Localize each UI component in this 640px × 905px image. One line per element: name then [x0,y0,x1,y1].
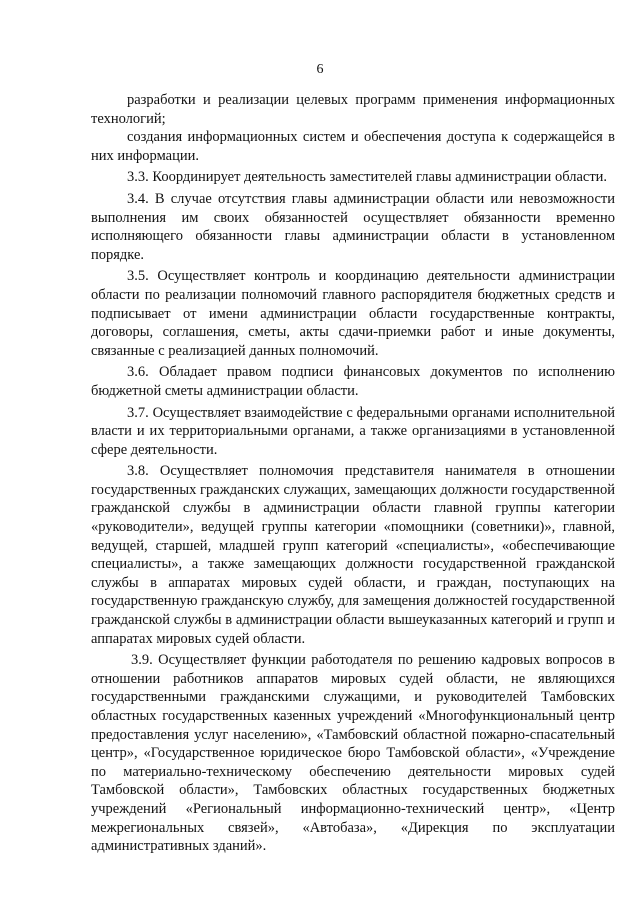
paragraph-3-6: 3.6. Обладает правом подписи финансовых документов по исполнению бюджетной сметы администрации области. [91,364,615,399]
page-number: 6 [316,62,324,77]
document-body [91,91,615,856]
paragraph-3-9: 3.9. Осуществляет функции работодателя по решению кадровых вопросов в отношении работников аппаратов мировых судей области, не являющихся государственными гражданскими служащими, и руководителей Тамбовских областных государственных казенных учреждений «Многофункциональный центр предоставления услуг населению», «Тамбовский областной пожарно-спасательный центр», «Государственное юридическое бюро Тамбовской области», «Учреждение по материально-техническому обеспечению деятельности мировых судей Тамбовской области», Тамбовских областных государственных бюджетных учреждений «Региональный информационно-технический центр», «Центр межрегиональных связей», «Автобаза», «Дирекция по эксплуатации административных зданий». [91,652,615,855]
paragraph-3-8: 3.8. Осуществляет полномочия представителя нанимателя в отношении государственных гражданских служащих, замещающих должности государственной гражданской службы в администрации области главной группы категории «руководители», ведущей группы категории «помощники (советники)», главной, ведущей, старшей, младшей групп категорий «специалисты», «обеспечивающие специалисты», а также замещающих должности государственной гражданской службы в аппаратах мировых судей области, и граждан, поступающих на государственную гражданскую службу, для замещения должностей государственной гражданской службы в администрации области вышеуказанных категорий и групп и аппаратах мировых судей области. [91,463,615,647]
paragraph-3-3: 3.3. Координирует деятельность заместителей главы администрации области. [127,169,608,186]
paragraph-systems: создания информационных систем и обеспечения доступа к содержащейся в них информации. [91,129,615,164]
paragraph-3-4: 3.4. В случае отсутствия главы администрации области или невозможности выполнения им своих обязанностей осуществляет обязанности временно исполняющего обязанности главы администрации области в установленном порядке. [91,190,615,263]
paragraph-3-5: 3.5. Осуществляет контроль и координацию деятельности администрации области по реализации полномочий главного распорядителя бюджетных средств и подписывает от имени администрации области государственные контракты, договоры, соглашения, сметы, акты сдачи-приемки работ и иные документы, связанные с реализацией данных полномочий. [91,268,615,359]
paragraph-3-7: 3.7. Осуществляет взаимодействие с федеральными органами исполнительной власти и их территориальными органами, а также организациями в установленной сфере деятельности. [91,404,615,458]
paragraph-programs: разработки и реализации целевых программ применения информационных технологий; [91,92,615,127]
